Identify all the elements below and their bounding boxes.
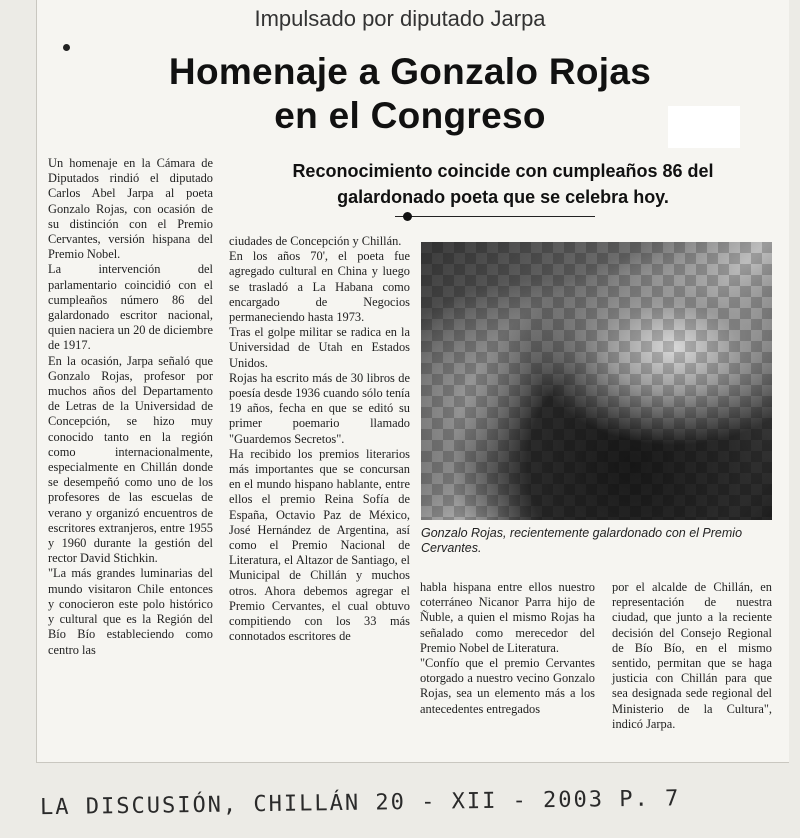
subhead-line-2: galardonado poeta que se celebra hoy.	[337, 187, 669, 207]
paragraph: Ha recibido los premios literarios más importantes que se concursan en el mundo hispano hablante, entre ellos el premio Reina Sofía de España, Octavio Paz de México, José Hernández de Argentina, así como el Premio Nacional de Literatura, el Altazor de Santiago, el Municipal de Chillán y muchos otros. Ahora debemos agregar el Premio Cervantes, el cual obtuvo compitiendo con los 33 más connotados escritores de	[229, 446, 410, 644]
paragraph: ciudades de Concepción y Chillán.	[229, 234, 402, 248]
column-4	[612, 580, 772, 732]
column-2	[229, 234, 410, 644]
headline-line-2: en el Congreso	[274, 95, 546, 136]
blank-label	[668, 106, 740, 148]
article-subhead	[255, 158, 751, 210]
paragraph: En la ocasión, Jarpa señaló que Gonzalo Rojas, profesor por muchos años del Departamento de Letras de la Universidad de Concepción, se hizo muy conocido tanto en la región como internacionalmente, especialmente en Chillán donde se desempeñó como uno de los profesores de las escuelas de verano y organizó encuentros de escritores extranjeros, entre 1955 y 1960 durante la gestión del rector David Stichkin.	[48, 353, 213, 566]
paragraph: Rojas ha escrito más de 30 libros de poesía desde 1936 cuando sólo tenía 19 años, fecha en que se editó su primer poemario llamado "Guardemos Secretos".	[229, 370, 410, 446]
paragraph: por el alcalde de Chillán, en representación de nuestra ciudad, que junto a la reciente decisión del Consejo Regional de Bío Bío, en el mismo sentido, permitan que se haga justicia con Chillán para que sea designada sede regional del Ministerio de la Cultura", indicó Jarpa.	[612, 580, 772, 731]
column-3	[420, 580, 595, 717]
paragraph: Tras el golpe militar se radica en la Universidad de Utah en Estados Unidos.	[229, 325, 410, 370]
portrait-photo	[421, 242, 772, 520]
paragraph: En los años 70', el poeta fue agregado cultural en China y luego se trasladó a La Habana como encargado de Negocios permaneciendo hasta 1973.	[229, 249, 410, 325]
article-kicker: Impulsado por diputado Jarpa	[254, 6, 546, 31]
paragraph: habla hispana entre ellos nuestro coterráneo Nicanor Parra hijo de Ñuble, a quien el mismo Rojas ha señalado como merecedor del Premio Nobel de Literatura.	[420, 580, 595, 655]
divider-dot	[403, 212, 412, 221]
section-divider	[395, 216, 595, 217]
subhead-line-1: Reconocimiento coincide con cumpleaños 86 del	[292, 161, 714, 181]
headline-line-1: Homenaje a Gonzalo Rojas	[168, 51, 652, 92]
paragraph: La intervención del parlamentario coincidió con el cumpleaños número 86 del galardonado escritor nacional, quien naciera un 20 de diciembre de 1917.	[48, 262, 213, 353]
bullet-dot	[63, 44, 70, 51]
paragraph: Un homenaje en la Cámara de Diputados rindió el diputado Carlos Abel Jarpa al poeta Gonzalo Rojas, con ocasión de su distinción con el Premio Cervantes, versión hispana del Premio Nobel.	[48, 156, 213, 262]
handwritten-source-note: LA DISCUSIÓN, CHILLÁN 20 - XII - 2003 P. 7	[39, 786, 681, 821]
article-headline	[150, 50, 670, 138]
paragraph: "Confío que el premio Cervantes otorgado a nuestro vecino Gonzalo Rojas, sea un elemento más a los antecedentes entregados	[420, 656, 595, 716]
paragraph: "La más grandes luminarias del mundo visitaron Chile entonces y conocieron este polo histórico y cultural que es la Región del Bío Bío estableciendo como centro las	[48, 566, 213, 657]
column-1	[48, 156, 213, 658]
photo-caption: Gonzalo Rojas, recientemente galardonado con el Premio Cervantes.	[421, 526, 743, 555]
